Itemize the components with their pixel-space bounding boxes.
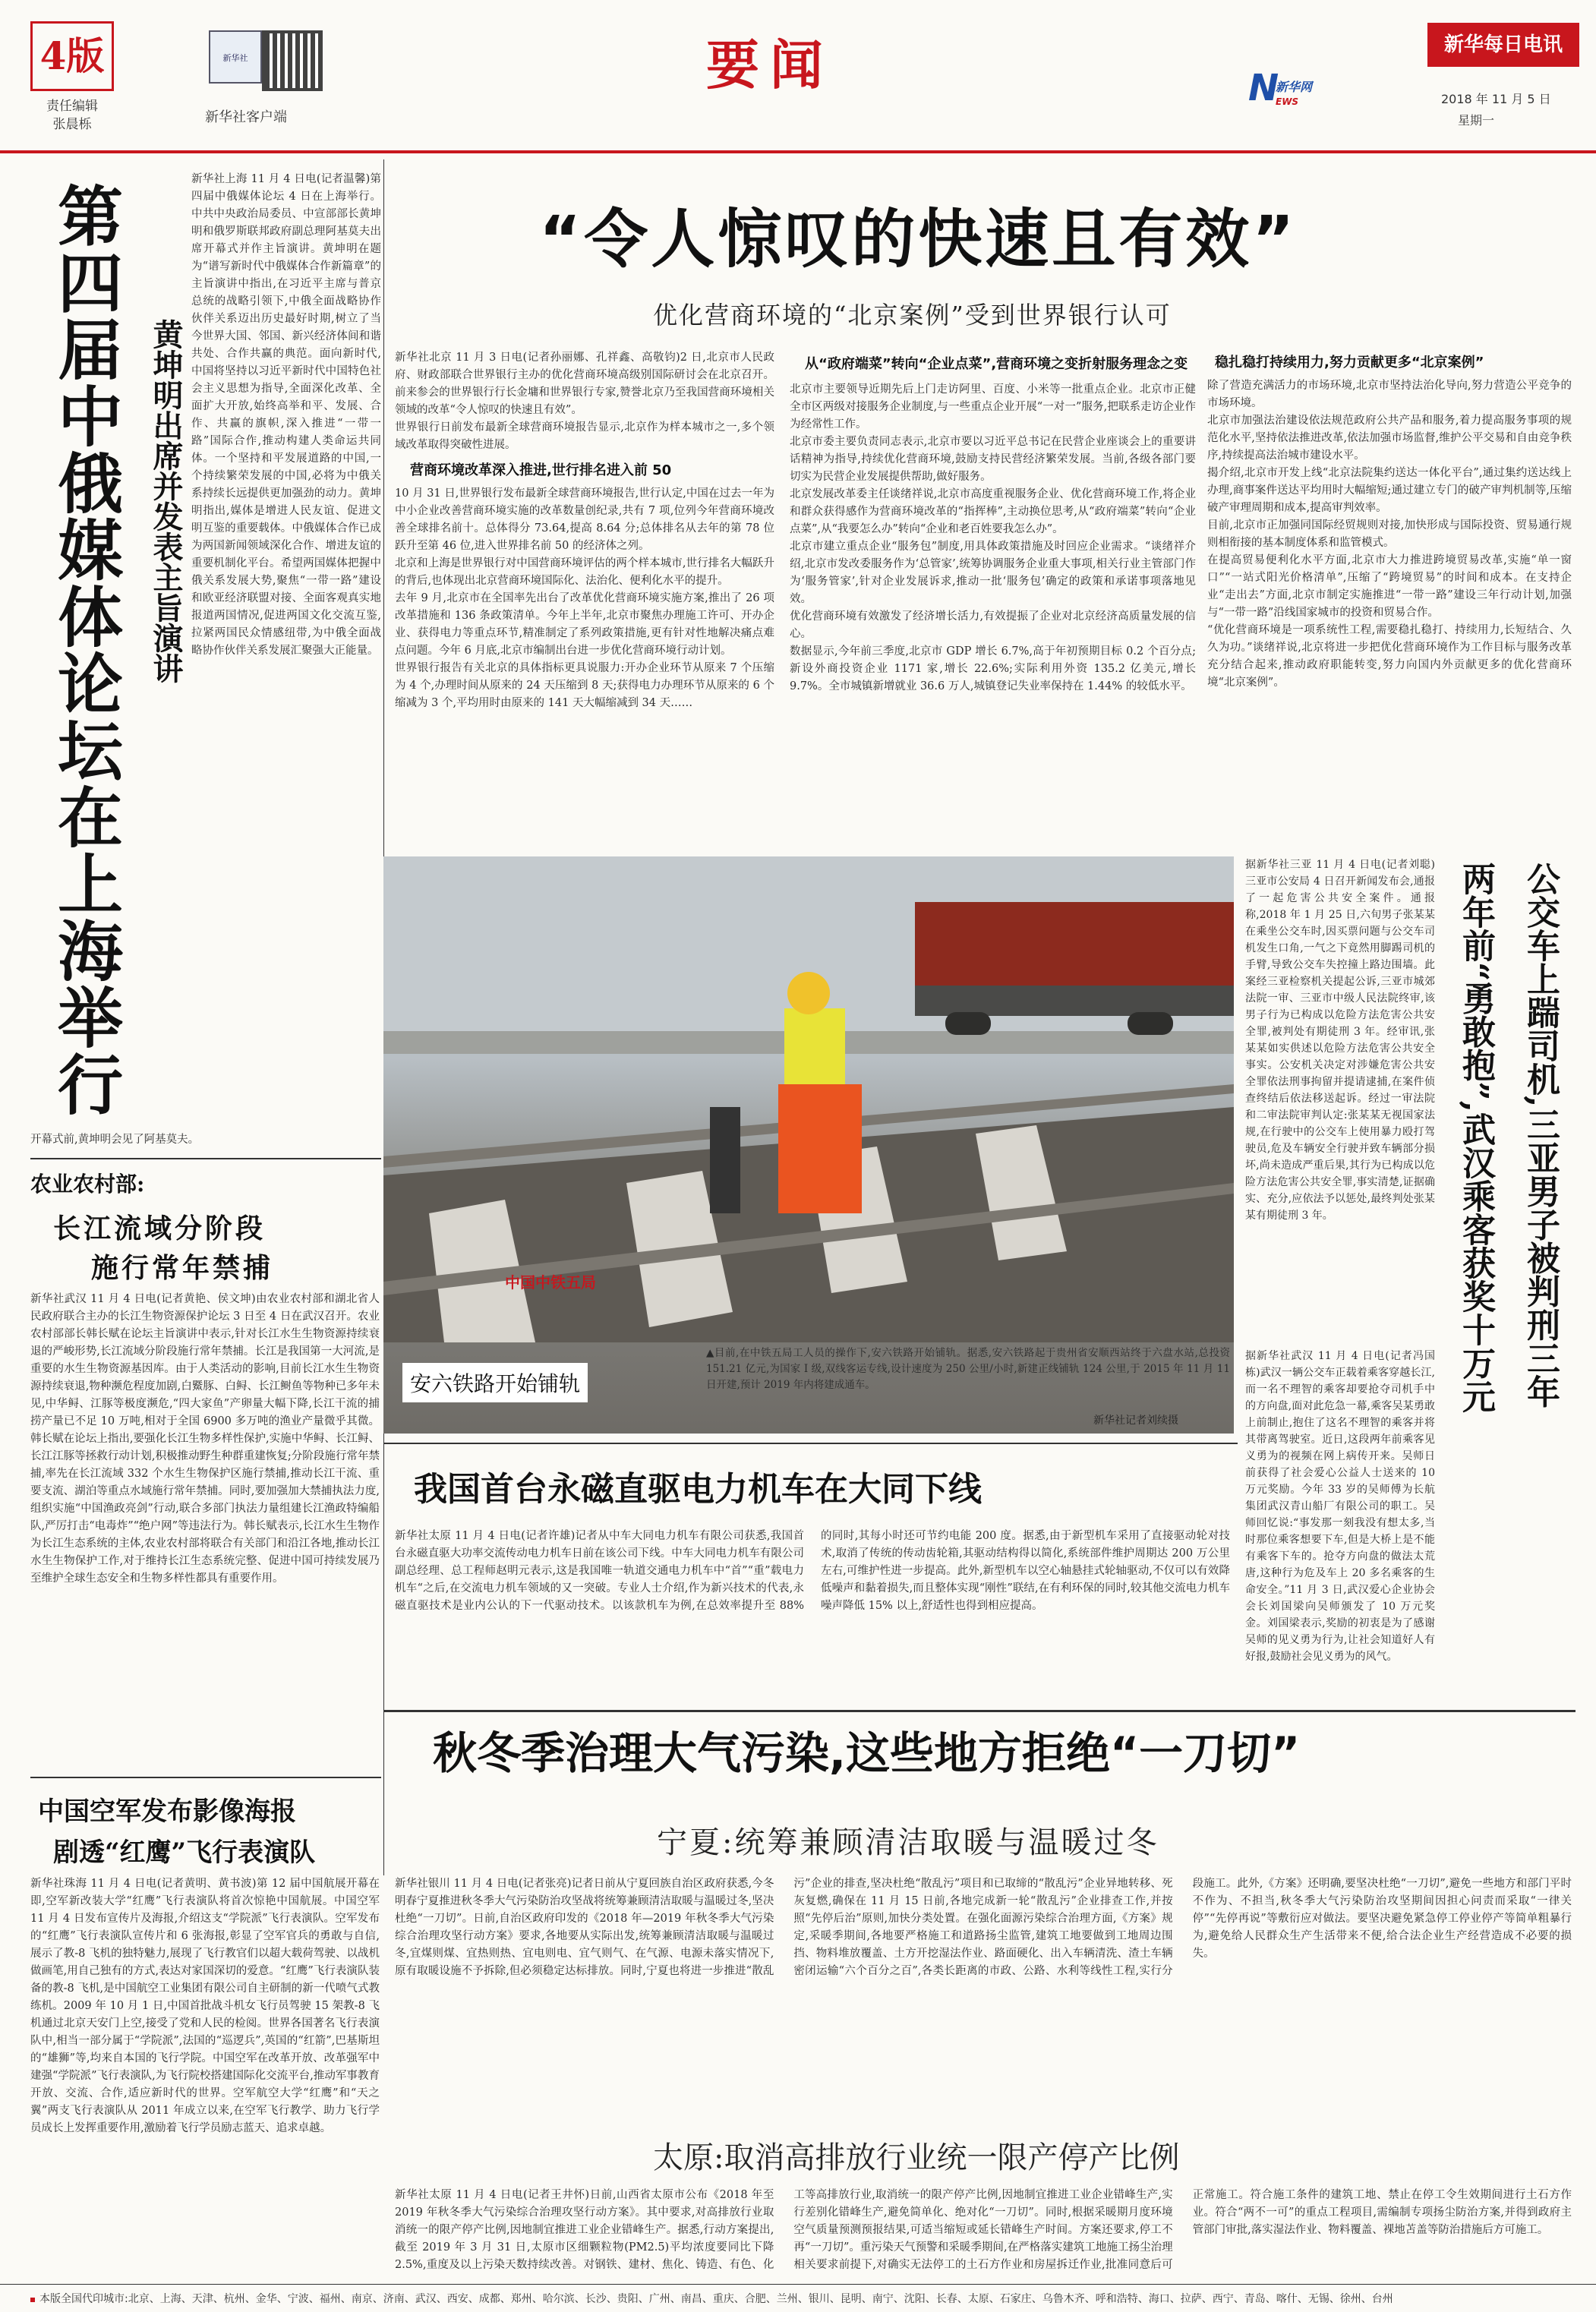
photo-caption: ▲目前,在中铁五局工人员的操作下,安六铁路开始铺轨。据悉,安六铁路起于贵州省安顺西站终于六盘水站,总投资 151.21 亿元,为国家 I 级,双线客运专线,设计速度为 250 公里/小时,新建正线铺轨 124 公里,于 2015 年 11 月 11 日开建,预计 2019 年内将建成通车。 xyxy=(706,1347,1230,1391)
photo-label: 安六铁路开始铺轨 xyxy=(402,1363,588,1402)
lead-para14: 北京市加强法治建设依法规范政府公共产品和服务,着力提高服务事项的规范化水平,坚持依法推进改革,依法加强市场监督,维护公平交易和自由竞争秩序,持续提高法治城市建设水平。 xyxy=(1207,415,1572,462)
lead-para9: 北京发展改革委主任谈绪祥说,北京市高度重视服务企业、优化营商环境工作,将企业和群众获得感作为营商环境改革的“指挥棒”,主动换位思考,从“政府端菜”转向“企业点菜”,从“我要怎么办”转向“企业和老百姓要我怎么办”。 xyxy=(790,488,1196,535)
lead-para8: 北京市委主要负责同志表示,北京市要以习近平总书记在民营企业座谈会上的重要讲话精神为指导,持续优化营商环境,鼓励支持民营经济繁荣发展。当前,各级各部门要切实为民营企业发展提供帮助,做好服务。 xyxy=(790,436,1196,483)
vest-text: 中国中铁五局 xyxy=(505,1273,596,1292)
photo-credit: 新华社记者刘续摄 xyxy=(1093,1415,1178,1427)
forum-body: 新华社上海 11 月 4 日电(记者温馨)第四届中俄媒体论坛 4 日在上海举行。中共中央政治局委员、中宣部部长黄坤明和俄罗斯联邦政府副总理阿基莫夫出席开幕式并作主旨演讲。黄坤明在题为“谱写新时代中俄媒体合作新篇章”的主旨演讲中指出,在习近平主席与普京总统的战略引领下,中俄全面战略协作伙伴关系迈出历史最好时期,树立了当今世界大国、邻国、新兴经济体间和谐共处、合作共赢的典范。面向新时代,中国将坚持以习近平新时代中国特色社会主义思想为指导,全面深化改革、全面扩大开放,始终高举和平、发展、合作、共赢的旗帜,深入推进“一带一路”国际合作,推动构建人类命运共同体。一个坚持和平发展道路的中国,一个持续繁荣发展的中国,必将为中俄关系持续长远提供更加强劲的动力。黄坤明指出,媒体是增进人民友谊、促进文明互鉴的重要载体。中俄媒体合作已成为两国新闻领域深化合作、增进友谊的重要机制化平台。希望两国媒体把握中俄关系发展大势,聚焦“一带一路”建设和欧亚经济联盟对接、全面客观真实地报道两国情况,促进两国文化交流互鉴,拉紧两国民众情感纽带,为中俄全面战略协作伙伴关系发展汇聚强大正能量。 xyxy=(191,173,381,657)
lead-para12: 数据显示,今年前三季度,北京市 GDP 增长 6.7%,高于年初预期目标 0.2 个百分点;新设外商投资企业 1171 家,增长 22.6%;实际利用外资 135.2 亿美元,增长 9.7%。全市城镇新增就业 36.6 万人,城镇登记失业率保持在 1.44% 的较低水平。 xyxy=(790,645,1196,692)
lead-subheadline: 优化营商环境的“北京案例”受到世界银行认可 xyxy=(653,301,1172,330)
pollution-headline: 秋冬季治理大气污染,这些地方拒绝“一刀切” xyxy=(433,1727,1301,1779)
lead-para6: 世界银行报告有关北京的具体指标更具说服力:开办企业环节从原来 7 个压缩为 4 个,办理时间从原来的 24 天压缩到 8 天;获得电力办理环节从原来的 6 个缩减为 3 个,平均用时由原来的 141 天大幅缩减到 34 天…… xyxy=(395,662,774,709)
news-logo-icon xyxy=(1245,61,1321,114)
svg-text:N: N xyxy=(1248,67,1279,109)
forum-tail: 开幕式前,黄坤明会见了阿基莫夫。 xyxy=(30,1134,200,1146)
pollution-sub2: 太原:取消高排放行业统一限产停产比例 xyxy=(653,2140,1180,2175)
sanya-body-2: 据新华社武汉 11 月 4 日电(记者冯国栋)武汉一辆公交车正载着乘客穿越长江,而一名不理智的乘客却要抢夺司机手中的方向盘,面对此危急一幕,乘客吴某勇敢上前制止,抱住了这名不理智的乘客并将其带离驾驶室。近日,这段两年前乘客见义勇为的视频在网上病传开来。吴师日前获得了社会爱心公益人士送来的 10 万元奖励。今年 33 岁的吴师傅为长航集团武汉青山船厂有限公司的职工。吴师回忆说:“事发那一刻我没有想太多,当时那位乘客想要下车,但是大桥上是不能有乘客下车的。抢夺方向盘的做法太荒唐,这种行为危及车上 20 多名乘客的生命安全。”11 月 3 日,武汉爱心企业协会会长刘国梁向吴师颁发了 10 万元奖金。刘国梁表示,奖励的初衷是为了感谢吴师的见义勇为行为,让社会知道好人有好报,鼓励社会见义勇为的风气。 xyxy=(1245,1350,1435,1663)
worker-vest xyxy=(784,1008,845,1092)
pollution-top-rule xyxy=(383,1710,1575,1712)
news-logo-text: 新华网 xyxy=(1276,80,1313,94)
daily-title: 新华每日电讯 xyxy=(1427,23,1579,67)
lead-para7: 北京市主要领导近期先后上门走访阿里、百度、小米等一批重点企业。北京市正健全市区两级对接服务企业制度,与一些重点企业开展“一对一”服务,把联系走访企业作为经常性工作。 xyxy=(790,383,1196,431)
lead-para18: “优化营商环境是一项系统性工程,需要稳扎稳打、持续用力,长短结合、久久为功。”谈绪祥说,北京将进一步把优化营商环境作为工作目标与服务改革充分结合起来,推动政府职能转变,努力向国内外贡献更多的优化营商环境“北京案例”。 xyxy=(1207,624,1572,689)
pollution-body-1: 新华社银川 11 月 4 日电(记者张亮)记者日前从宁夏回族自治区政府获悉,今冬明春宁夏推进秋冬季大气污染防治攻坚战将统筹兼顾清洁取暖与温暖过冬,坚决杜绝“一刀切”。日前,自治区政府印发的《2018 年—2019 年秋冬季大气污染综合治理攻坚行动方案》要求,各地要从实际出发,统筹兼顾清洁取暖与温暖过冬,宜煤则煤、宜热则热、宜电则电、宜气则气、在气源、电源未落实情况下,原有取暖设施不予拆除,但必须稳定达标排放。同时,宁夏也将进一步推进“散乱污”企业的排查,坚决杜绝“散乱污”项目和已取缔的“散乱污”企业异地转移、死灰复燃,确保在 11 月 15 日前,各地完成新一轮“散乱污”企业排查工作,并按照“先停后治”原则,加快分类处置。在强化面源污染综合治理方面,《方案》规定,采暖季期间,各地要严格施工和道路扬尘监管,建筑工地要做到工地周边围挡、物料堆放覆盖、土方开挖湿法作业、路面硬化、出入车辆清洗、渣土车辆密闭运输“六个百分之百”,各类长距离的市政、公路、水利等线性工程,实行分段施工。此外,《方案》还明确,要坚决杜绝“一刀切”,避免一些地方和部门平时不作为、不担当,秋冬季大气污染防治攻坚期间因担心问责而采取“一律关停”“先停再说”等敷衍应对做法。要坚决避免紧急停工停业停产等简单粗暴行为,避免给人民群众生产生活带来不便,给合法企业生产经营造成不必要的损失。 xyxy=(395,1878,1572,1977)
client-logo-icon: 新华社 xyxy=(209,30,262,84)
lead-col1 xyxy=(395,349,774,847)
footer-rule xyxy=(0,2284,1596,2285)
aviation-headline-2: 剧透“红鹰”飞行表演队 xyxy=(53,1837,316,1868)
editor-info xyxy=(30,97,114,134)
forum-divider xyxy=(30,1158,381,1159)
qr-code-icon xyxy=(262,30,323,91)
header-rule xyxy=(0,150,1596,153)
sanya-headline-1: 公交车上踹司机,三亚男子被判刑三年 xyxy=(1521,862,1560,1408)
forum-subheadline: 黄坤明出席并发表主旨演讲 xyxy=(148,319,184,683)
lead-para16: 目前,北京市正加强同国际经贸规则对接,加快形成与国际投资、贸易通行规则相衔接的基本制度体系和监管模式。 xyxy=(1207,519,1572,549)
yangtze-headline-1: 长江流域分阶段 xyxy=(53,1213,267,1244)
editor-label: 责任编辑 xyxy=(46,99,98,114)
issue-date: 2018 年 11 月 5 日 xyxy=(1441,92,1551,106)
locomotive-headline: 我国首台永磁直驱电力机车在大同下线 xyxy=(414,1470,982,1509)
yangtze-kicker: 农业农村部: xyxy=(30,1172,145,1197)
aviation-body: 新华社珠海 11 月 4 日电(记者黄明、黄书波)第 12 届中国航展开幕在即,空军新改装大学“红鹰”飞行表演队将首次惊艳中国航展。中国空军 11 月 4 日发布宣传片及海报,介绍这支“学院派”飞行表演队。空军发布的“红鹰”飞行表演队宣传片和 6 张海报,彰显了空军官兵的勇敢与自信,展示了教-8 飞机的独特魅力,展现了飞行教官们以超大载荷驾驶、以战机做画笔,用自己独有的方式,表达对家国深切的爱意。“红鹰”飞行表演队装备的教-8 飞机,是中国航空工业集团有限公司自主研制的新一代喷气式教练机。2009 年 10 月 1 日,中国首批战斗机女飞行员驾驶 15 架教-8 飞机通过北京天安门上空,接受了党和人民的检阅。世界各国著名飞行表演队中,相当一部分属于“学院派”,法国的“巡逻兵”,英国的“红箭”,巴基斯坦的“雄狮”等,均来自本国的飞行学院。中国空军在改革开放、改革强军中建强“学院派”飞行表演队,为飞行院校搭建国际化交流平台,推动军事教育开放、交流、合作,适应新时代的世界。空军航空大学“红鹰”和“天之翼”两支飞行表演队从 2011 年成立以来,在空军飞行教学、助力飞行学员成长上发挥重要作用,激励着飞行学员励志蓝天、追求卓越。 xyxy=(30,1878,380,2134)
locomotive-top-rule xyxy=(383,1443,1238,1444)
lead-para15: 揭介绍,北京市开发上线“北京法院集约送达一体化平台”,通过集约送达线上办理,商事案件送达平均用时大幅缩短;通过建立专门的破产审判机制等,压缩破产审理周期和成本,提高审判效率。 xyxy=(1207,467,1572,514)
lead-sub3: 稳扎稳打持续用力,努力贡献更多“北京案例” xyxy=(1215,355,1484,371)
pollution-body-2: 新华社太原 11 月 4 日电(记者王井怀)日前,山西省太原市公布《2018 年至 2019 年秋冬季大气污染综合治理攻坚行动方案》。其中要求,对高排放行业取消统一的限产停产比例,因地制宜推进工业企业错峰生产。据悉,行动方案提出,截至 2019 年 3 月 31 日,太原市区细颗粒物(PM2.5)平均浓度要同比下降 2.5%,重度及以上污染天数持续改善。对钢铁、建材、焦化、铸造、有色、化工等高排放行业,取消统一的限产停产比例,因地制宜推进工业企业错峰生产,实行差别化错峰生产,避免简单化、绝对化“一刀切”。同时,根据采暖期月度环境空气质量预测预报结果,可适当缩短或延长错峰生产时间。方案还要求,停工不再“一刀切”。重污染天气预警和采暖季期间,在严格落实建筑工地施工扬尘治理相关要求前提下,对确实无法停工的土石方作业和房屋拆迁作业,批准同意后可正常施工。符合施工条件的建筑工地、禁止在停工令生效期间进行土石方作业。符合“两不一可”的重点工程项目,需编制专项扬尘防治方案,并得到政府主管部门审批,落实湿法作业、物料覆盖、裸地苫盖等防治措施后方可施工。 xyxy=(395,2189,1572,2271)
locomotive-body: 新华社太原 11 月 4 日电(记者许雄)记者从中车大同电力机车有限公司获悉,我国首台永磁直驱大功率交流传动电力机车日前在该公司下线。中车大同电力机车有限公司副总经理、总工程师赵明元表示,这是我国唯一轨道交通电力机车中“首”“重”载电力机车“之后,在交流电力机车领域的又一突破。专业人士介绍,作为新兴技术的代表,永磁直驱技术是业内公认的下一代驱动技术。以该款机车为例,在总效率提升至 88% 的同时,其每小时还可节约电能 200 度。据悉,由于新型机车采用了直接驱动轮对技术,取消了传统的传动齿轮箱,其驱动结构得以简化,系统部件维护周期达 200 万公里左右,可维护性进一步提高。此外,新型机车以空心轴悬挂式轮轴驱动,不仅可以有效降低噪声和黏着损失,而且整体实现“刚性”联结,在有利环保的同时,较其他交流电力机车噪声降低 15% 以上,舒适性也得到相应提高。 xyxy=(395,1530,1230,1612)
footer-dot-icon xyxy=(30,2298,35,2302)
lead-col2 xyxy=(790,349,1196,847)
lead-sub2: 从“政府端菜”转向“企业点菜”,营商环境之变折射服务理念之变 xyxy=(805,356,1188,372)
section-title: 要闻 xyxy=(706,33,834,96)
editor-name: 张晨栎 xyxy=(52,117,92,132)
pollution-sub1: 宁夏:统筹兼顾清洁取暖与温暖过冬 xyxy=(657,1825,1159,1860)
page-number: 4版 xyxy=(30,21,114,91)
aviation-headline-1: 中国空军发布影像海报 xyxy=(38,1796,296,1827)
railway-illustration xyxy=(383,856,1234,1342)
footer-bar xyxy=(0,2287,1596,2312)
lead-para3: 10 月 31 日,世界银行发布最新全球营商环境报告,世行认定,中国在过去一年为中小企业改善营商环境实施的改革数量创纪录,共有 7 项,位列今年营商环境改善全球排名前十。总体得分 73.64,提高 8.64 分;总体排名从去年的第 78 位跃升至第 46 位,进入世界排名前 50 的经济体之列。 xyxy=(395,487,774,552)
lead-col3 xyxy=(1207,349,1572,847)
svg-text:EWS: EWS xyxy=(1276,96,1299,107)
forum-headline: 第四届中俄媒体论坛在上海举行 xyxy=(46,182,123,1118)
yangtze-divider xyxy=(30,1777,381,1778)
news-logo-mark xyxy=(1245,61,1321,114)
sanya-body-2-continued xyxy=(1245,1564,1572,1701)
lead-sub1: 营商环境改革深入推进,世行排名进入前 50 xyxy=(410,462,672,478)
sanya-headline-2: 两年前“勇敢抱”,武汉乘客获奖十万元 xyxy=(1456,862,1495,1413)
lead-para1: 新华社北京 11 月 3 日电(记者孙丽娜、孔祥鑫、高敬钧)2 日,北京市人民政府、财政部联合世界银行主办的优化营商环境高级别国际研讨会在北京召开。前来参会的世界银行行长金墉和世界银行专家,赞誉北京乃至我国营商环境相关领域的改革“令人惊叹的快速且有效”。 xyxy=(395,352,774,416)
lead-para2: 世界银行日前发布最新全球营商环境报告显示,北京作为样本城市之一,多个领域改革取得突破性进展。 xyxy=(395,421,774,451)
sanya-body-1: 据新华社三亚 11 月 4 日电(记者刘聪)三亚市公安局 4 日召开新闻发布会,通报了一起危害公共安全案件。通报称,2018 年 1 月 25 日,六旬男子张某某在乘坐公交车时,因买票问题与公交车司机发生口角,一气之下竟然用脚踢司机的手臂,导致公交车失控撞上路边围墙。此案经三亚检察机关提起公诉,三亚市城郊法院一审、三亚市中级人民法院终审,该男子行为已构成以危险方法危害公共安全罪,被判处有期徒刑 3 年。经审讯,张某某如实供述以危险方法危害公共安全事实。公安机关决定对涉嫌危害公共安全罪依法刑事拘留并提请逮捕,在案件侦查终结后依法移送起诉。经过一审法院和二审法院审判认定:张某某无视国家法规,在行驶中的公交车上使用暴力殴打驾驶员,危及车辆安全行驶并致车辆部分损坏,尚未造成严重后果,其行为已构成以危险方法危害公共安全罪,事实清楚,证据确实、充分,应依法予以惩处,最终判处张某某有期徒刑 3 年。 xyxy=(1245,859,1435,1222)
lead-para4: 北京和上海是世界银行对中国营商环境评估的两个样本城市,世行排名大幅跃升的背后,也体现出北京营商环境国际化、法治化、便利化水平的提升。 xyxy=(395,557,774,587)
yangtze-body: 新华社武汉 11 月 4 日电(记者黄艳、侯文坤)由农业农村部和湖北省人民政府联合主办的长江生物资源保护论坛 3 日至 4 日在武汉召开。农业农村部部长韩长赋在论坛主旨演讲中表示,针对长江水生生物资源持续衰退的严峻形势,长江流域分阶段施行常年禁捕。长江是我国第一大河流,是重要的水生生物资源基因库。由于人类活动的影响,目前长江水生生物资源持续衰退,物种濒危程度加剧,白鱀豚、白鲟、长江鲥鱼等物种已多年未见,中华鲟、江豚等极度濒危,“四大家鱼”产卵量大幅下降,长江干流的捕捞产量已不足 10 万吨,相对于全国 6900 多万吨的渔业产量微乎其微。韩长赋在论坛上指出,要强化长江生物多样性保护,实施中华鲟、长江鲟、长江江豚等拯救行动计划,积极推动野生种群重建恢复;分阶段施行常年禁捕,率先在长江流域 332 个水生生物保护区施行禁捕,推动长江干流、重要支流、湖泊等重点水域施行常年禁捕。同时,要加强加大禁捕执法力度,组织实施“中国渔政亮剑”行动,联合多部门执法力量组建长江渔政特编船队,严厉打击“电毒炸”“绝户网”等违法行为。韩长赋表示,长江水生生物作为长江生态系统的主体,农业农村部将联合有关部门和沿江各地,推动长江水生生物保护工作,对于维持长江生态系统完整、促进中国可持续发展乃至维护全球生态安全和生物多样性都具有重要作用。 xyxy=(30,1293,380,1585)
lead-para13: 除了营造充满活力的市场环境,北京市坚持法治化导向,努力营造公平竞争的市场环境。 xyxy=(1207,380,1572,409)
lead-para10: 北京市建立重点企业“服务包”制度,用具体政策措施及时回应企业需求。“谈绪祥介绍,北京市发改委服务作为‘总管家’,统筹协调服务企业重大事项,相关行业主管部门作为‘服务管家’,针对企业发展诉求,推动一批‘服务包’确定的政策和承诺事项落地见效。 xyxy=(790,541,1196,605)
lead-para5: 去年 9 月,北京市在全国率先出台了改革优化营商环境实施方案,推出了 26 项改革措施和 136 条政策清单。今年上半年,北京市聚焦办理施工许可、开办企业、获得电力等重点环节,精准制定了系列政策措施,更有针对性地解决痛点难点问题。今年 6 月底,北京市编制出台进一步优化营商环境行动计划。 xyxy=(395,592,774,657)
yangtze-headline-2: 施行常年禁捕 xyxy=(91,1252,274,1284)
lead-headline: “令人惊叹的快速且有效” xyxy=(539,202,1298,276)
issue-weekday: 星期一 xyxy=(1458,113,1495,128)
lead-para17: 在提高贸易便利化水平方面,北京市大力推进跨境贸易改革,实施“单一窗口”“一站式阳光价格清单”,压缩了“跨境贸易”的时间和成本。在支持企业“走出去”方面,北京市制定实施推进“一带一路”建设三年行动计划,加强与“一带一路”沿线国家城市的投资和贸易合作。 xyxy=(1207,554,1572,619)
footer-cities: 北京、上海、天津、杭州、金华、宁波、福州、南京、济南、武汉、西安、成都、郑州、哈尔滨、长沙、贵阳、广州、南昌、重庆、合肥、兰州、银川、昆明、南宁、沈阳、长春、太原、石家庄、乌鲁木齐、呼和浩特、海口、拉萨、西宁、青岛、喀什、无锡、徐州、台州 xyxy=(128,2293,1393,2305)
client-label: 新华社客户端 xyxy=(205,109,287,125)
footer-label: 本版全国代印城市: xyxy=(39,2293,128,2305)
lead-para11: 优化营商环境有效激发了经济增长活力,有效提振了企业对北京经济高质量发展的信心。 xyxy=(790,610,1196,640)
